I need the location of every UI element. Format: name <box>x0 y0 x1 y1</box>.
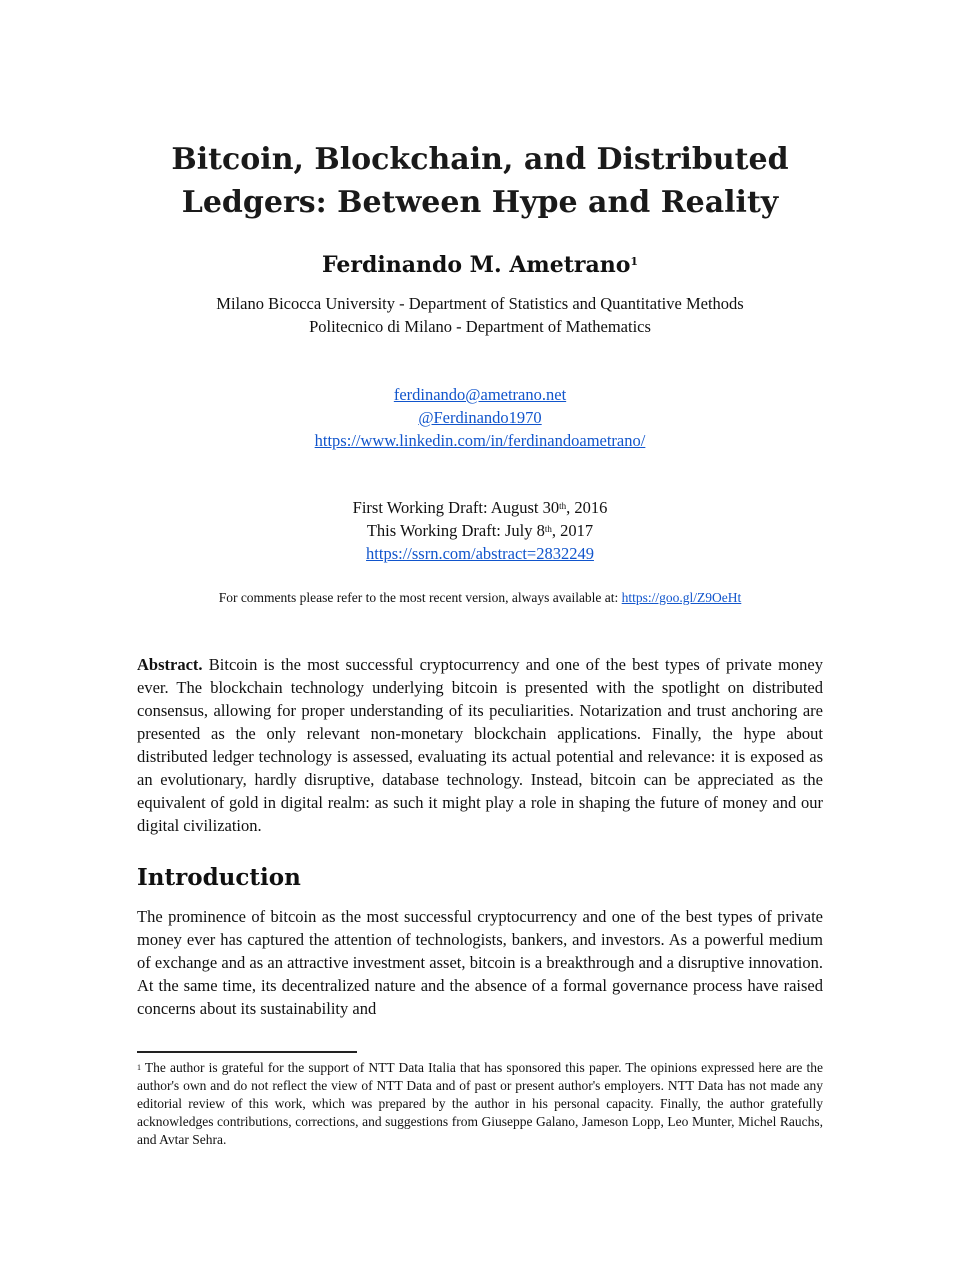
abstract-label: Abstract. <box>137 655 203 674</box>
footnote-text: The author is grateful for the support of NTT Data Italia that has sponsored this paper. The opinions expressed here are the author's own and do not reflect the view of NTT Data and of past or present author's employers. NTT Data has not made any editorial review of this work, which was prepared by the author in his personal capacity. Finally, the author gratefully acknowledges contributions, corrections, and suggestions from Giuseppe Galano, Jameson Lopp, Leo Munter, Michel Rauchs, and Avtar Sehra. <box>137 1060 823 1147</box>
author-footnote-mark: 1 <box>630 255 639 268</box>
first-draft-sup: th <box>559 501 567 511</box>
author-line <box>0 250 960 280</box>
twitter-link[interactable]: @Ferdinando1970 <box>418 408 542 427</box>
contact-links <box>0 383 960 452</box>
affiliation-1: Milano Bicocca University - Department of Statistics and Quantitative Methods <box>216 294 744 313</box>
paper-title <box>0 138 960 224</box>
this-draft-sup: th <box>544 524 552 534</box>
first-draft-suffix: , 2016 <box>566 498 608 517</box>
this-draft-suffix: , 2017 <box>551 521 594 540</box>
latest-version-link[interactable]: https://goo.gl/Z9OeHt <box>621 590 742 605</box>
title-line-1: Bitcoin, Blockchain, and Distributed <box>171 142 789 177</box>
comments-note <box>0 589 960 607</box>
abstract <box>137 653 823 837</box>
draft-info <box>0 496 960 565</box>
footnote-mark: 1 <box>137 1063 141 1072</box>
this-draft-prefix: This Working Draft: July 8 <box>366 521 545 540</box>
abstract-text: Bitcoin is the most successful cryptocurrency and one of the best types of private money ever. The blockchain technology underlying bitcoin is presented with the spotlight on distributed consensus, allowing for proper understanding of its peculiarities. Notarization and trust anchoring are presented as the only relevant non-monetary blockchain applications. Finally, the hype about distributed ledger technology is assessed, evaluating its actual potential and relevance: it is exposed as an evolutionary, hardly disruptive, database technology. Instead, bitcoin can be appreciated as the equivalent of gold in digital realm: as such it might play a role in shaping the future of money and our digital civilization. <box>137 655 823 835</box>
this-draft-date <box>0 519 960 542</box>
email-link[interactable]: ferdinando@ametrano.net <box>393 385 567 404</box>
title-line-2: Ledgers: Between Hype and Reality <box>181 185 779 220</box>
author-name: Ferdinando M. Ametrano <box>321 252 631 278</box>
introduction-heading: Introduction <box>137 864 301 891</box>
affiliation-2: Politecnico di Milano - Department of Mathematics <box>309 317 651 336</box>
first-draft-prefix: First Working Draft: August 30 <box>352 498 560 517</box>
affiliations <box>0 292 960 338</box>
comments-text: For comments please refer to the most recent version, always available at: <box>218 590 622 605</box>
introduction-paragraph: The prominence of bitcoin as the most successful cryptocurrency and one of the best types of private money ever has captured the attention of technologists, bankers, and investors. As a powerful medium of exchange and as an attractive investment asset, bitcoin is a breakthrough and a disruptive innovation. At the same time, its decentralized nature and the absence of a formal governance process have raised concerns about its sustainability and <box>137 907 823 1018</box>
ssrn-link[interactable]: https://ssrn.com/abstract=2832249 <box>366 544 594 563</box>
first-draft-date <box>0 496 960 519</box>
linkedin-link[interactable]: https://www.linkedin.com/in/ferdinandoametrano/ <box>314 431 646 450</box>
footnote-divider <box>137 1051 357 1053</box>
footnote <box>137 1059 823 1149</box>
